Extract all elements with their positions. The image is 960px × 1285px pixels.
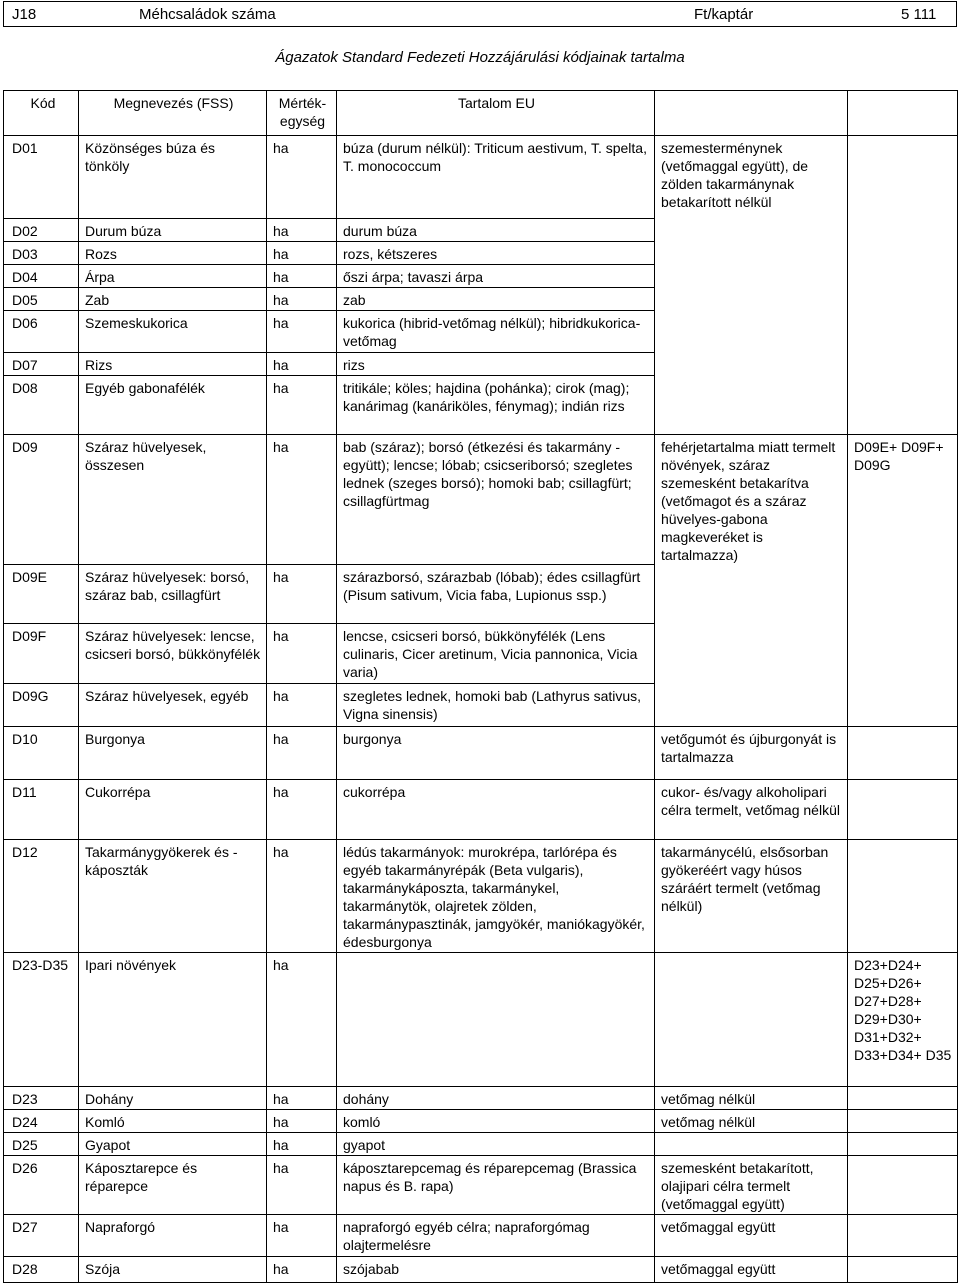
- cell-note: vetőmag nélkül: [655, 1086, 848, 1109]
- cell-name: Száraz hüvelyesek, összesen: [79, 435, 267, 565]
- cell-sum: [848, 1109, 958, 1132]
- cell-unit: ha: [267, 311, 337, 352]
- table-row: [4, 435, 958, 565]
- cell-code: D06: [4, 311, 79, 352]
- cell-sum: [848, 1215, 958, 1256]
- cell-name: Száraz hüvelyesek: borsó, száraz bab, csillagfürt: [79, 565, 267, 624]
- cell-content: dohány: [337, 1086, 655, 1109]
- cell-code: D09F: [4, 624, 79, 683]
- cell-unit: ha: [267, 136, 337, 219]
- col-header-sum: [848, 91, 958, 136]
- cell-sum: [848, 1256, 958, 1282]
- cell-sum: D09E+ D09F+ D09G: [848, 435, 958, 727]
- cell-code: D10: [4, 727, 79, 780]
- cell-unit: ha: [267, 352, 337, 375]
- cell-name: Közönséges búza és tönköly: [79, 136, 267, 219]
- cell-name: Szemeskukorica: [79, 311, 267, 352]
- cell-name: Takarmánygyökerek és -káposzták: [79, 839, 267, 952]
- cell-unit: ha: [267, 265, 337, 288]
- cell-note: vetőgumót és újburgonyát is tartalmazza: [655, 727, 848, 780]
- cell-note: vetőmaggal együtt: [655, 1215, 848, 1256]
- cell-sum: D23+D24+ D25+D26+ D27+D28+ D29+D30+ D31+D32+ D33+D34+ D35: [848, 952, 958, 1086]
- cell-note: cukor- és/vagy alkoholipari célra termelt, vetőmag nélkül: [655, 780, 848, 839]
- col-header-note: [655, 91, 848, 136]
- cell-name: Ipari növények: [79, 952, 267, 1086]
- table-row: [4, 1109, 958, 1132]
- cell-content: szárazborsó, szárazbab (lóbab); édes csillagfürt (Pisum sativum, Vicia faba, Lupionus ssp.): [337, 565, 655, 624]
- cell-note: [655, 1132, 848, 1155]
- cell-content: szójabab: [337, 1256, 655, 1282]
- cell-sum: [848, 780, 958, 839]
- cell-name: Száraz hüvelyesek, egyéb: [79, 683, 267, 726]
- cell-code: D26: [4, 1155, 79, 1214]
- cell-sum: [848, 1132, 958, 1155]
- cell-code: D02: [4, 218, 79, 241]
- cell-name: Burgonya: [79, 727, 267, 780]
- cell-name: Gyapot: [79, 1132, 267, 1155]
- table-row: [4, 136, 958, 219]
- cell-content: rizs: [337, 352, 655, 375]
- header-unit: Ft/kaptár: [694, 6, 754, 23]
- cell-name: Egyéb gabonafélék: [79, 375, 267, 434]
- cell-unit: ha: [267, 1086, 337, 1109]
- cell-unit: ha: [267, 375, 337, 434]
- cell-name: Árpa: [79, 265, 267, 288]
- table-row: [4, 1215, 958, 1256]
- cell-code: D05: [4, 288, 79, 311]
- col-header-content: Tartalom EU: [337, 91, 655, 136]
- cell-unit: ha: [267, 288, 337, 311]
- cell-content: komló: [337, 1109, 655, 1132]
- cell-code: D24: [4, 1109, 79, 1132]
- table-row: [4, 1155, 958, 1214]
- header-code: J18: [12, 6, 37, 23]
- cell-code: D25: [4, 1132, 79, 1155]
- cell-name: Dohány: [79, 1086, 267, 1109]
- cell-name: Komló: [79, 1109, 267, 1132]
- table-row: [4, 839, 958, 952]
- cell-code: D07: [4, 352, 79, 375]
- cell-sum: [848, 136, 958, 435]
- table-row: [4, 1132, 958, 1155]
- cell-code: D23-D35: [4, 952, 79, 1086]
- header-value: 5 111: [901, 6, 937, 23]
- cell-code: D03: [4, 241, 79, 264]
- cell-name: Rozs: [79, 241, 267, 264]
- cell-content: napraforgó egyéb célra; napraforgómag olajtermelésre: [337, 1215, 655, 1256]
- cell-code: D09: [4, 435, 79, 565]
- cell-unit: ha: [267, 1132, 337, 1155]
- cell-code: D12: [4, 839, 79, 952]
- cell-unit: ha: [267, 727, 337, 780]
- cell-content: zab: [337, 288, 655, 311]
- cell-note: takarmánycélú, elsősorban gyökeréért vagy húsos száráért termelt (vetőmag nélkül): [655, 839, 848, 952]
- cell-content: lédús takarmányok: murokrépa, tarlórépa és egyéb takarmányrépák (Beta vulgaris), takarmánykáposzta, takarmánykel, takarmánytök, olajretek zölden, takarmánypasztinák, jamgyökér, maniókagyökér, édesburgonya: [337, 839, 655, 952]
- cell-unit: ha: [267, 624, 337, 683]
- cell-content: lencse, csicseri borsó, bükkönyfélék (Lens culinaris, Cicer aretinum, Vicia pannonica, Vicia varia): [337, 624, 655, 683]
- cell-sum: [848, 1086, 958, 1109]
- cell-name: Cukorrépa: [79, 780, 267, 839]
- code-table: [3, 90, 958, 1283]
- cell-code: D27: [4, 1215, 79, 1256]
- table-header-row: [4, 91, 958, 136]
- cell-name: Szója: [79, 1256, 267, 1282]
- cell-name: Káposztarepce és réparepce: [79, 1155, 267, 1214]
- cell-name: Zab: [79, 288, 267, 311]
- cell-unit: ha: [267, 565, 337, 624]
- cell-name: Napraforgó: [79, 1215, 267, 1256]
- cell-unit: ha: [267, 839, 337, 952]
- cell-unit: ha: [267, 1155, 337, 1214]
- cell-code: D04: [4, 265, 79, 288]
- cell-unit: ha: [267, 1109, 337, 1132]
- table-row: [4, 952, 958, 1086]
- col-header-code: Kód: [4, 91, 79, 136]
- header-bar: [3, 1, 957, 27]
- cell-unit: ha: [267, 435, 337, 565]
- page-subtitle: Ágazatok Standard Fedezeti Hozzájárulási kódjainak tartalma: [275, 49, 685, 66]
- cell-unit: ha: [267, 952, 337, 1086]
- cell-note: [655, 952, 848, 1086]
- table-row: [4, 1086, 958, 1109]
- cell-code: D28: [4, 1256, 79, 1282]
- cell-note: szemesként betakarított, olajipari célra termelt (vetőmaggal együtt): [655, 1155, 848, 1214]
- cell-content: káposztarepcemag és réparepcemag (Brassica napus és B. rapa): [337, 1155, 655, 1214]
- table-row: [4, 780, 958, 839]
- cell-name: Száraz hüvelyesek: lencse, csicseri borsó, bükkönyfélék: [79, 624, 267, 683]
- cell-content: rozs, kétszeres: [337, 241, 655, 264]
- table-row: [4, 727, 958, 780]
- cell-content: gyapot: [337, 1132, 655, 1155]
- cell-content: bab (száraz); borsó (étkezési és takarmány - együtt); lencse; lóbab; csicseriborsó; szegletes lednek (szeges borsó); homoki bab; csillagfürt; csillagfürtmag: [337, 435, 655, 565]
- cell-code: D09G: [4, 683, 79, 726]
- cell-note: vetőmaggal együtt: [655, 1256, 848, 1282]
- col-header-name: Megnevezés (FSS): [79, 91, 267, 136]
- cell-content: kukorica (hibrid-vetőmag nélkül); hibridkukorica-vetőmag: [337, 311, 655, 352]
- cell-content: búza (durum nélkül): Triticum aestivum, T. spelta, T. monococcum: [337, 136, 655, 219]
- cell-content: szegletes lednek, homoki bab (Lathyrus sativus, Vigna sinensis): [337, 683, 655, 726]
- col-header-unit: Mérték-egység: [267, 91, 337, 136]
- cell-name: Durum búza: [79, 218, 267, 241]
- cell-note: szemesterménynek (vetőmaggal együtt), de zölden takarmánynak betakarított nélkül: [655, 136, 848, 435]
- cell-sum: [848, 727, 958, 780]
- cell-code: D08: [4, 375, 79, 434]
- cell-note: vetőmag nélkül: [655, 1109, 848, 1132]
- cell-content: burgonya: [337, 727, 655, 780]
- cell-content: durum búza: [337, 218, 655, 241]
- cell-name: Rizs: [79, 352, 267, 375]
- cell-unit: ha: [267, 780, 337, 839]
- cell-content: [337, 952, 655, 1086]
- cell-code: D11: [4, 780, 79, 839]
- cell-code: D01: [4, 136, 79, 219]
- cell-content: tritikále; köles; hajdina (pohánka); cirok (mag); kanárimag (kanáriköles, fénymag); indián rizs: [337, 375, 655, 434]
- code-table-body: [4, 91, 958, 1283]
- cell-code: D23: [4, 1086, 79, 1109]
- cell-unit: ha: [267, 1215, 337, 1256]
- header-title: Méhcsaládok száma: [139, 6, 276, 23]
- cell-sum: [848, 1155, 958, 1214]
- cell-note: fehérjetartalma miatt termelt növények, száraz szemesként betakarítva (vetőmagot és a száraz hüvelyes-gabona magkeveréket is tartalmazza): [655, 435, 848, 727]
- cell-code: D09E: [4, 565, 79, 624]
- cell-unit: ha: [267, 1256, 337, 1282]
- cell-content: cukorrépa: [337, 780, 655, 839]
- cell-unit: ha: [267, 218, 337, 241]
- cell-unit: ha: [267, 683, 337, 726]
- cell-unit: ha: [267, 241, 337, 264]
- table-row: [4, 1256, 958, 1282]
- cell-sum: [848, 839, 958, 952]
- cell-content: őszi árpa; tavaszi árpa: [337, 265, 655, 288]
